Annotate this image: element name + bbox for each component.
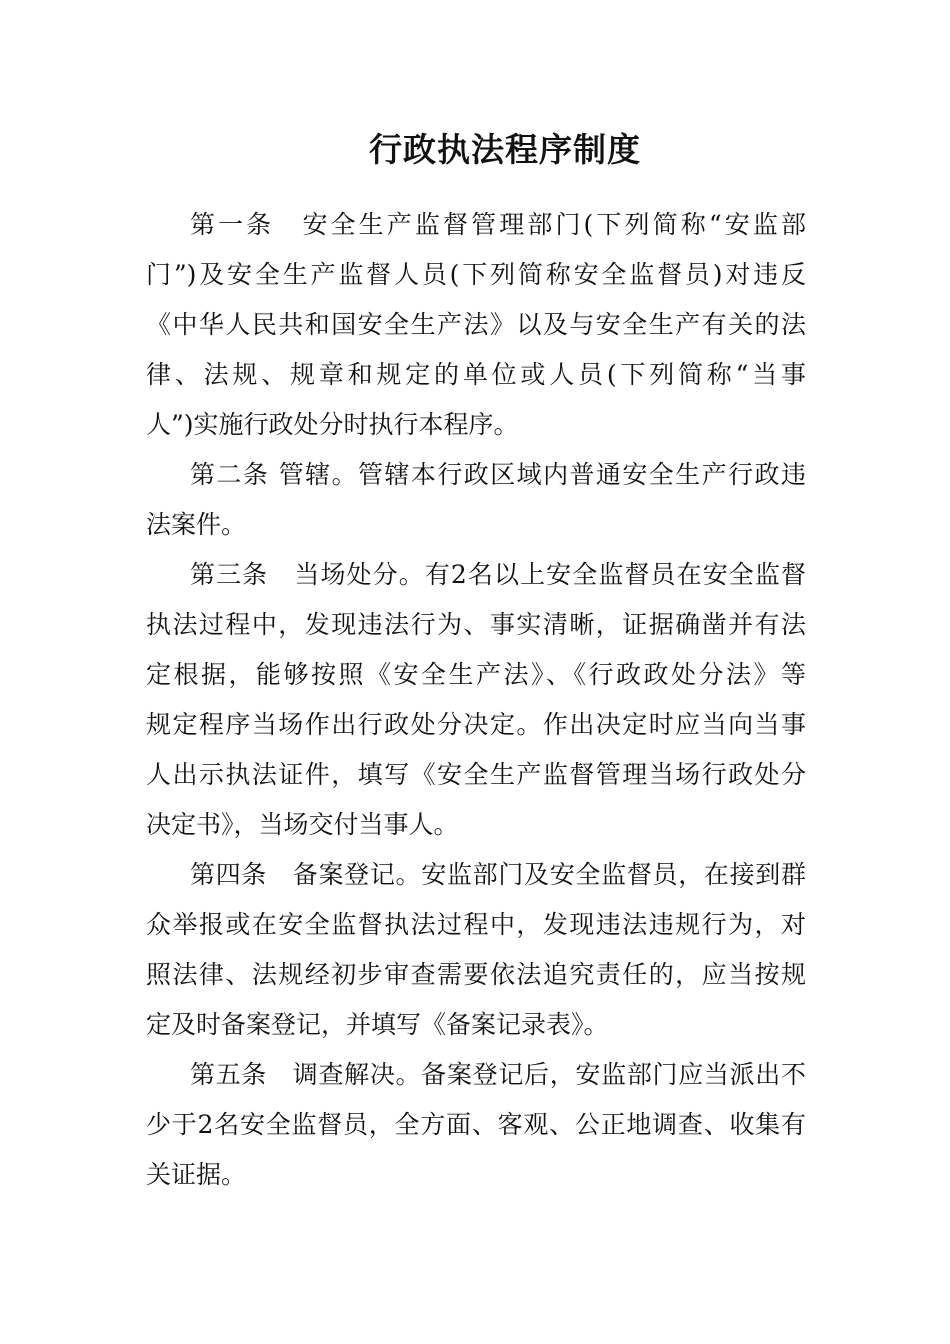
article-3-line: 第三条 当场处分。有2名以上安全监督员在安全监督 (190, 560, 806, 589)
article-5-line: 少于2名安全监督员，全方面、客观、公正地调查、收集有 (146, 1110, 806, 1139)
article-3-line: 定根据，能够按照《安全生产法》、《行政政处分法》等 (146, 660, 806, 689)
article-1 (146, 200, 806, 450)
document-title: 行政执法程序制度 (369, 130, 641, 169)
article-1-line: 人”)实施行政处分时执行本程序。 (146, 410, 519, 439)
article-2-line: 法案件。 (146, 510, 247, 539)
article-3-line: 决定书》，当场交付当事人。 (146, 810, 459, 839)
article-3 (146, 550, 806, 850)
article-1-line: 《中华人民共和国安全生产法》以及与安全生产有关的法 (146, 310, 806, 339)
article-2 (146, 450, 806, 550)
article-3-line: 规定程序当场作出行政处分决定。作出决定时应当向当事 (146, 710, 806, 739)
document-body (146, 200, 806, 1200)
article-3-line: 执法过程中，发现违法行为、事实清晰，证据确凿并有法 (146, 610, 806, 639)
article-2-line: 第二条 管辖。管辖本行政区域内普通安全生产行政违 (190, 460, 806, 489)
article-1-line: 律、法规、规章和规定的单位或人员(下列简称“当事 (146, 360, 806, 389)
article-3-line: 人出示执法证件，填写《安全生产监督管理当场行政处分 (146, 760, 806, 789)
article-4 (146, 850, 806, 1050)
article-4-line: 众举报或在安全监督执法过程中，发现违法违规行为，对 (146, 910, 806, 939)
article-5 (146, 1050, 806, 1200)
article-5-line: 关证据。 (146, 1160, 247, 1189)
article-5-line: 第五条 调查解决。备案登记后，安监部门应当派出不 (190, 1060, 806, 1089)
article-1-line: 第一条 安全生产监督管理部门(下列简称“安监部 (190, 210, 806, 239)
article-4-line: 第四条 备案登记。安监部门及安全监督员，在接到群 (190, 860, 806, 889)
article-4-line: 照法律、法规经初步审查需要依法追究责任的，应当按规 (146, 960, 806, 989)
article-4-line: 定及时备案登记，并填写《备案记录表》。 (146, 1010, 609, 1039)
article-1-line: 门”)及安全生产监督人员(下列简称安全监督员)对违反 (146, 260, 806, 289)
